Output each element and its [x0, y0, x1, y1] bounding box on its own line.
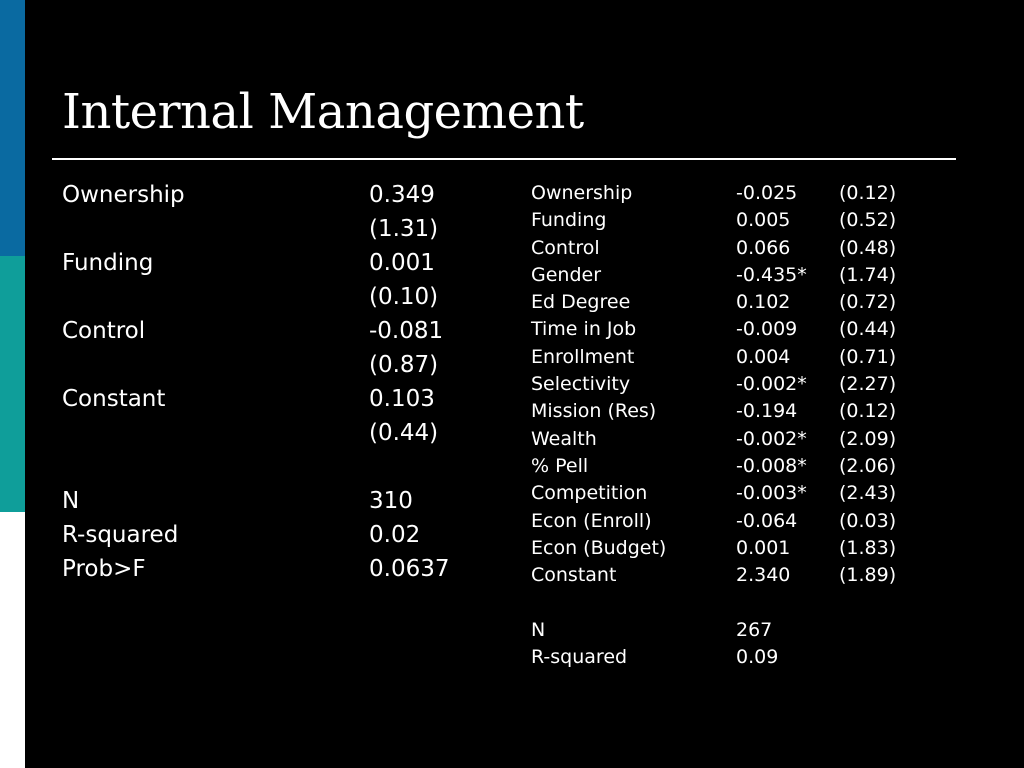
row-value: (0.10): [369, 284, 439, 310]
row-coefficient: -0.435*: [736, 263, 807, 286]
row-coefficient: -0.002*: [736, 427, 807, 450]
row-label: N: [531, 618, 546, 641]
row-label: Funding: [531, 209, 607, 232]
row-label: Enrollment: [531, 345, 635, 368]
row-label: Ownership: [531, 182, 633, 204]
row-label: Econ (Budget): [531, 536, 667, 559]
row-statistic: (0.44): [839, 318, 897, 341]
row-label: Wealth: [531, 427, 597, 450]
row-coefficient: -0.003*: [736, 482, 807, 505]
row-statistic: (0.03): [839, 509, 897, 532]
row-statistic: (2.43): [839, 482, 897, 505]
row-label: R-squared: [531, 646, 628, 669]
row-label: Control: [62, 318, 146, 344]
row-label: R-squared: [62, 522, 179, 548]
row-statistic: (0.12): [839, 182, 897, 204]
row-label: Mission (Res): [531, 400, 657, 423]
row-coefficient: 0.001: [736, 536, 791, 559]
row-label: Funding: [62, 250, 154, 276]
row-value: 0.02: [369, 522, 421, 548]
row-statistic: (0.12): [839, 400, 897, 423]
row-label: Gender: [531, 263, 602, 286]
row-coefficient: 0.066: [736, 236, 791, 259]
row-label: Ownership: [62, 182, 185, 208]
row-statistic: (1.83): [839, 536, 897, 559]
row-statistic: (2.09): [839, 427, 897, 450]
row-label: Constant: [62, 386, 166, 412]
title-underline: [52, 158, 956, 160]
row-coefficient: 0.09: [736, 646, 779, 669]
row-statistic: (0.71): [839, 345, 897, 368]
row-value: (0.44): [369, 420, 439, 446]
row-label: Ed Degree: [531, 291, 631, 314]
row-value: 0.349: [369, 182, 435, 208]
row-coefficient: 0.005: [736, 209, 791, 232]
row-coefficient: 2.340: [736, 564, 791, 587]
row-coefficient: -0.009: [736, 318, 798, 341]
row-label: Control: [531, 236, 600, 259]
slide-title: Internal Management: [62, 84, 584, 140]
row-coefficient: -0.025: [736, 182, 798, 204]
row-value: -0.081: [369, 318, 444, 344]
row-coefficient: -0.002*: [736, 373, 807, 396]
accent-band-bottom: [0, 512, 25, 768]
row-value: 0.103: [369, 386, 435, 412]
row-label: Selectivity: [531, 373, 631, 396]
row-statistic: (1.74): [839, 263, 897, 286]
row-coefficient: -0.064: [736, 509, 798, 532]
row-value: 0.001: [369, 250, 435, 276]
row-statistic: (2.27): [839, 373, 897, 396]
row-coefficient: 0.102: [736, 291, 791, 314]
row-label: Time in Job: [531, 318, 637, 341]
row-coefficient: 0.004: [736, 345, 791, 368]
row-label: Competition: [531, 482, 648, 505]
row-label: Prob>F: [62, 556, 146, 582]
row-coefficient: -0.194: [736, 400, 798, 423]
row-value: 0.0637: [369, 556, 450, 582]
row-label: Constant: [531, 564, 617, 587]
row-value: (0.87): [369, 352, 439, 378]
accent-band-middle: [0, 256, 25, 512]
row-statistic: (2.06): [839, 454, 897, 477]
row-value: 310: [369, 488, 413, 514]
row-statistic: (0.48): [839, 236, 897, 259]
row-label: Econ (Enroll): [531, 509, 652, 532]
accent-band-top: [0, 0, 25, 256]
row-statistic: (1.89): [839, 564, 897, 587]
row-value: (1.31): [369, 216, 439, 242]
row-label: N: [62, 488, 80, 514]
row-coefficient: 267: [736, 618, 773, 641]
row-coefficient: -0.008*: [736, 454, 807, 477]
row-label: % Pell: [531, 454, 589, 477]
row-statistic: (0.72): [839, 291, 897, 314]
row-statistic: (0.52): [839, 209, 897, 232]
